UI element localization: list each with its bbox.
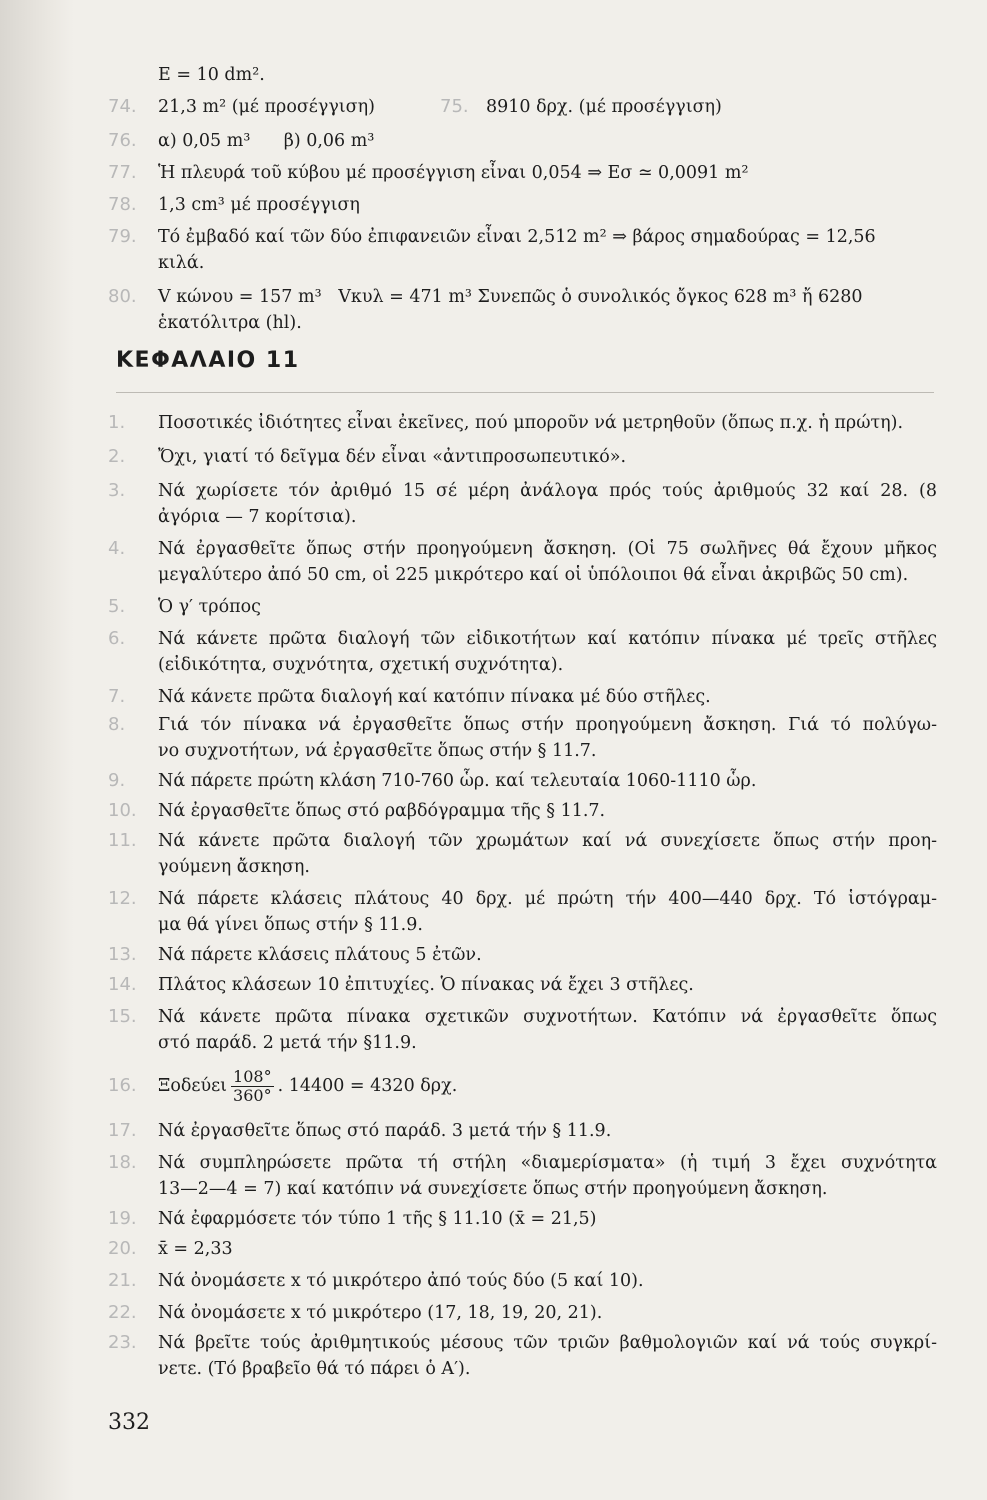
answer-text [158, 1066, 937, 1106]
answer-text: 21,3 m² (μέ προσέγγιση) [158, 97, 375, 117]
answer-number: 17. [108, 1120, 137, 1141]
chapter-heading: ΚΕΦΑΛΑΙΟ 11 [116, 348, 300, 373]
answer-text: Νά ἐργασθεῖτε ὅπως στό παράδ. 3 μετά τήν § 11.9. [158, 1121, 612, 1141]
answer-text: Νά κάνετε πρῶτα διαλογή καί κατόπιν πίνακα μέ δύο στῆλες. [158, 687, 711, 707]
answer-text: Νά συμπληρώσετε πρῶτα τή στήλη «διαμερίσματα» (ἡ τιμή 3 ἔχει συχνότητα [158, 1153, 937, 1173]
answer-text: νο συχνοτήτων, νά ἐργασθεῖτε ὅπως στήν § 11.7. [158, 741, 597, 761]
answer-text: Γιά τόν πίνακα νά ἐργασθεῖτε ὅπως στήν προηγούμενη ἄσκηση. Γιά τό πολύγω- [158, 715, 937, 735]
answer-text: κιλά. [158, 253, 205, 273]
answer-text: Νά κάνετε πρῶτα διαλογή τῶν εἰδικοτήτων καί κατόπιν πίνακα μέ τρεῖς στῆλες [158, 629, 937, 649]
answer-number: 19. [108, 1208, 137, 1229]
answer-number: 20. [108, 1238, 137, 1259]
answer-prefix: Ξοδεύει [158, 1076, 228, 1096]
answer-text: Νά ὀνομάσετε x τό μικρότερο ἀπό τούς δύο (5 καί 10). [158, 1271, 644, 1291]
fraction [231, 1068, 274, 1105]
answer-text: γούμενη ἄσκηση. [158, 857, 310, 877]
answer-text: 8910 δρχ. (μέ προσέγγιση) [486, 97, 722, 117]
heading-rule [116, 392, 934, 393]
answer-number: 16. [108, 1075, 137, 1096]
answer-text: Νά ἐφαρμόσετε τόν τύπο 1 τῆς § 11.10 (x̄ = 21,5) [158, 1209, 597, 1229]
answer-text: Ἡ πλευρά τοῦ κύβου μέ προσέγγιση εἶναι 0,054 ⇒ Eσ ≃ 0,0091 m² [158, 163, 749, 183]
answer-text: Νά πάρετε κλάσεις πλάτους 5 ἐτῶν. [158, 945, 482, 965]
answer-text: ἑκατόλιτρα (hl). [158, 313, 302, 333]
answer-number: 13. [108, 944, 137, 965]
answer-text: Νά χωρίσετε τόν ἀριθμό 15 σέ μέρη ἀνάλογα πρός τούς ἀριθμούς 32 καί 28. (8 [158, 481, 937, 501]
answer-text: στό παράδ. 2 μετά τήν §11.9. [158, 1033, 417, 1053]
fraction-denominator: 360° [233, 1086, 272, 1105]
answer-text: V κώνου = 157 m³ Vκυλ = 471 m³ Συνεπῶς ὁ συνολικός ὄγκος 628 m³ ἤ 6280 [158, 287, 863, 307]
answer-number: 77. [108, 162, 137, 183]
answer-text: 1,3 cm³ μέ προσέγγιση [158, 195, 360, 215]
answer-text: Νά κάνετε πρῶτα πίνακα σχετικῶν συχνοτήτων. Κατόπιν νά ἐργασθεῖτε ὅπως [158, 1007, 937, 1027]
answer-number: 14. [108, 974, 137, 995]
answer-text: Νά ἐργασθεῖτε ὅπως στήν προηγούμενη ἄσκηση. (Οἱ 75 σωλῆνες θά ἔχουν μῆκος [158, 539, 937, 559]
answer-text: Νά κάνετε πρῶτα διαλογή τῶν χρωμάτων καί νά συνεχίσετε ὅπως στήν προη- [158, 831, 937, 851]
answer-number: 4. [108, 538, 126, 559]
answer-text: (εἰδικότητα, συχνότητα, σχετική συχνότητα). [158, 655, 564, 675]
answer-text: x̄ = 2,33 [158, 1239, 233, 1259]
answer-text: Ποσοτικές ἰδιότητες εἶναι ἐκεῖνες, πού μποροῦν νά μετρηθοῦν (ὅπως π.χ. ἡ πρώτη). [158, 413, 904, 433]
answer-number: 15. [108, 1006, 137, 1027]
answer-text: νετε. (Τό βραβεῖο θά τό πάρει ὁ Α′). [158, 1359, 471, 1379]
answer-number: 8. [108, 714, 126, 735]
answer-text: Νά πάρετε κλάσεις πλάτους 40 δρχ. μέ πρώτη τήν 400—440 δρχ. Τό ἱστόγραμ- [158, 889, 937, 909]
answer-number: 76. [108, 130, 137, 151]
fraction-numerator: 108° [233, 1067, 272, 1086]
answer-number: 5. [108, 596, 126, 617]
answer-text: μα θά γίνει ὅπως στήν § 11.9. [158, 915, 423, 935]
answer-number: 6. [108, 628, 126, 649]
answer-number: 7. [108, 686, 126, 707]
answer-text: Νά ὀνομάσετε x τό μικρότερο (17, 18, 19, 20, 21). [158, 1303, 603, 1323]
answer-text: Πλάτος κλάσεων 10 ἐπιτυχίες. Ὁ πίνακας νά ἔχει 3 στῆλες. [158, 975, 694, 995]
answer-number: 1. [108, 412, 126, 433]
answer-number: 2. [108, 446, 126, 467]
answer-text: α) 0,05 m³ β) 0,06 m³ [158, 131, 375, 151]
answer-text: 13—2—4 = 7) καί κατόπιν νά συνεχίσετε ὅπως στήν προηγούμενη ἄσκηση. [158, 1179, 828, 1199]
answer-text: Τό ἐμβαδό καί τῶν δύο ἐπιφανειῶν εἶναι 2,512 m² ⇒ βάρος σημαδούρας = 12,56 [158, 227, 876, 247]
answer-text: Ὄχι, γιατί τό δεῖγμα δέν εἶναι «ἀντιπροσωπευτικό». [158, 447, 627, 467]
answer-text: Νά πάρετε πρώτη κλάση 710-760 ὧρ. καί τελευταία 1060-1110 ὧρ. [158, 771, 757, 791]
answer-number: 3. [108, 480, 126, 501]
answer-number: 80. [108, 286, 137, 307]
answer-text: Νά βρεῖτε τούς ἀριθμητικούς μέσους τῶν τριῶν βαθμολογιῶν καί νά τούς συγκρί- [158, 1333, 937, 1353]
answer-text: μεγαλύτερο ἀπό 50 cm, οἱ 225 μικρότερο καί οἱ ὑπόλοιποι θά εἶναι ἀκριβῶς 50 cm). [158, 565, 909, 585]
page-number: 332 [108, 1410, 150, 1435]
answer-number: 21. [108, 1270, 137, 1291]
answer-suffix: . 14400 = 4320 δρχ. [277, 1076, 458, 1096]
answer-number: 9. [108, 770, 126, 791]
answer-number: 74. [108, 96, 137, 117]
answer-number: 78. [108, 194, 137, 215]
answer-number: 10. [108, 800, 137, 821]
answer-number: 23. [108, 1332, 137, 1353]
answer-number: 79. [108, 226, 137, 247]
answer-number: 11. [108, 830, 137, 851]
answer-text: E = 10 dm². [158, 65, 265, 85]
answer-number: 12. [108, 888, 137, 909]
answer-number: 75. [440, 96, 469, 117]
answer-number: 22. [108, 1302, 137, 1323]
answer-text: Νά ἐργασθεῖτε ὅπως στό ραβδόγραμμα τῆς § 11.7. [158, 801, 606, 821]
answer-text: Ὁ γ′ τρόπος [158, 597, 261, 617]
answer-number: 18. [108, 1152, 137, 1173]
answer-text: ἀγόρια — 7 κορίτσια). [158, 507, 357, 527]
